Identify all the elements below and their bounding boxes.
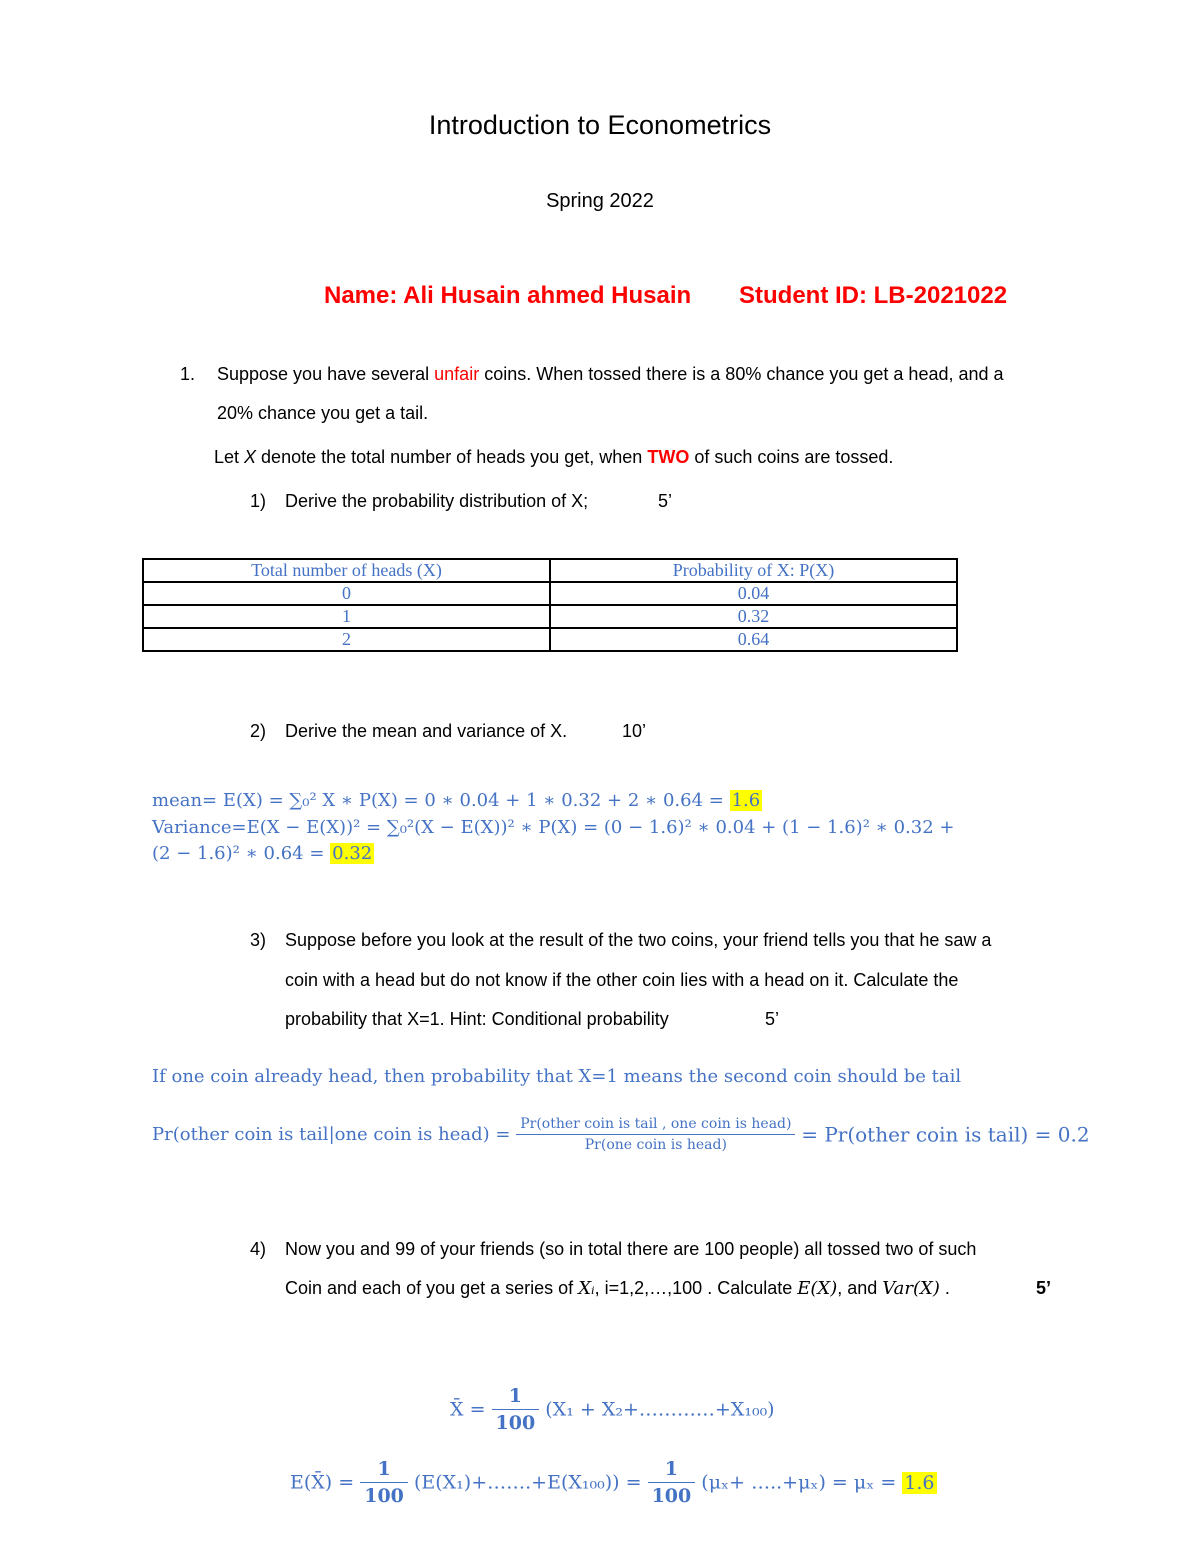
conditional-numerator: Pr(other coin is tail , one coin is head)	[516, 1116, 795, 1135]
mean-equation-text: mean= E(X) = ∑₀² X ∗ P(X) = 0 ∗ 0.04 + 1 ∗ 0.32 + 2 ∗ 0.64 =	[152, 790, 730, 811]
expectation-fraction-1-denominator: 100	[364, 1485, 404, 1507]
p3-line-2: coin with a head but do not know if the other coin lies with a head on it. Calculate the	[285, 970, 959, 990]
q1-let: Let	[214, 447, 245, 467]
q1-text-d: of such coins are tossed.	[689, 447, 894, 467]
p2-points: 10’	[622, 721, 647, 741]
table-row	[143, 582, 957, 605]
table-cell: 0.64	[550, 628, 957, 651]
xbar-rhs: (X₁ + X₂+…………+X₁₀₀)	[545, 1398, 775, 1421]
variance-result: 0.32	[332, 843, 373, 864]
expectation-fraction-1-numerator: 1	[360, 1458, 408, 1483]
table-cell: 0	[143, 582, 550, 605]
table-row	[143, 605, 957, 628]
p4-ex: E(X)	[797, 1278, 838, 1299]
expectation-fraction-1	[360, 1458, 408, 1507]
conditional-lhs: Pr(other coin is tail|one coin is head) =	[152, 1124, 511, 1145]
sample-mean-equation	[450, 1385, 775, 1434]
p1-number: 1)	[250, 491, 267, 511]
expectation-result: 1.6	[904, 1471, 935, 1494]
conditional-probability-equation	[152, 1116, 1090, 1153]
expected-mean-equation	[290, 1458, 937, 1507]
q1-unfair-word: unfair	[434, 364, 480, 384]
xbar-fraction	[492, 1385, 540, 1434]
p3-number: 3)	[250, 930, 267, 950]
q1-line-1	[217, 364, 1004, 385]
expectation-fraction-2-numerator: 1	[648, 1458, 696, 1483]
table-cell: 0.04	[550, 582, 957, 605]
p4-var: Var(X)	[882, 1278, 940, 1299]
p4-text-a: Coin and each of you get a series of	[285, 1278, 579, 1298]
probability-table	[142, 558, 958, 652]
q1-line-3	[214, 447, 893, 468]
q1-text-b: coins. When tossed there is a 80% chance you get a head, and a	[479, 364, 1004, 384]
xbar-fraction-denominator: 100	[495, 1412, 536, 1434]
p3-line-3: probability that X=1. Hint: Conditional probability	[285, 1009, 669, 1029]
table-cell: 0.32	[550, 605, 957, 628]
p2-number: 2)	[250, 721, 267, 741]
student-id: Student ID: LB-2021022	[739, 282, 1008, 309]
p1-text: Derive the probability distribution of X;	[285, 491, 589, 511]
document-title: Introduction to Econometrics	[428, 110, 772, 140]
p4-xi: Xᵢ	[578, 1278, 595, 1299]
table-cell: 2	[143, 628, 550, 651]
table-header: Total number of heads (X)	[143, 559, 550, 582]
expectation-middle: (E(X₁)+…….+E(X₁₀₀)) =	[413, 1471, 642, 1494]
conditional-rhs: = Pr(other coin is tail) = 0.2	[801, 1122, 1090, 1147]
p3-answer-text: If one coin already head, then probability that X=1 means the second coin should be tail	[152, 1066, 962, 1087]
xbar-lhs: X̄ =	[450, 1398, 486, 1421]
p1-points: 5’	[658, 491, 673, 511]
p2-text: Derive the mean and variance of X.	[285, 721, 568, 741]
p3-line-1: Suppose before you look at the result of the two coins, your friend tells you that he saw a	[285, 930, 992, 950]
p4-line-2	[285, 1278, 950, 1299]
q1-line-2: 20% chance you get a tail.	[217, 403, 429, 423]
p4-text-b: , i=1,2,…,100 . Calculate	[594, 1278, 798, 1298]
table-header: Probability of X: P(X)	[550, 559, 957, 582]
q1-two-word: TWO	[647, 447, 690, 467]
expectation-fraction-2	[648, 1458, 696, 1507]
p3-points: 5’	[765, 1009, 780, 1029]
q1-x: X	[244, 447, 257, 467]
conditional-fraction	[516, 1116, 795, 1153]
variance-equation-line-1: Variance=E(X − E(X))² = ∑₀²(X − E(X))² ∗ P(X) = (0 − 1.6)² ∗ 0.04 + (1 − 1.6)² ∗ 0.32 +	[152, 817, 955, 838]
expectation-fraction-2-denominator: 100	[651, 1485, 692, 1507]
mean-result: 1.6	[731, 790, 761, 811]
p4-text-d: .	[939, 1278, 950, 1298]
conditional-denominator: Pr(one coin is head)	[584, 1137, 727, 1153]
expectation-lhs: E(X̄) =	[290, 1471, 355, 1494]
student-name: Name: Ali Husain ahmed Husain	[324, 282, 692, 309]
term: Spring 2022	[546, 190, 654, 212]
q1-text-a: Suppose you have several	[217, 364, 435, 384]
mean-equation	[152, 790, 762, 811]
xbar-fraction-numerator: 1	[492, 1385, 540, 1410]
p4-line-1: Now you and 99 of your friends (so in total there are 100 people) all tossed two of such	[285, 1239, 977, 1259]
p4-number: 4)	[250, 1239, 267, 1259]
p4-text-c: , and	[837, 1278, 883, 1298]
q1-text-c: denote the total number of heads you get, when	[256, 447, 648, 467]
p4-points: 5’	[1036, 1278, 1052, 1298]
variance-equation-text: (2 − 1.6)² ∗ 0.64 =	[152, 843, 331, 864]
table-row	[143, 628, 957, 651]
variance-equation-line-2	[152, 843, 374, 864]
table-cell: 1	[143, 605, 550, 628]
table-header-row	[143, 559, 957, 582]
expectation-rhs: (μₓ+ …..+μₓ) = μₓ =	[701, 1471, 903, 1494]
q1-number: 1.	[180, 364, 196, 384]
